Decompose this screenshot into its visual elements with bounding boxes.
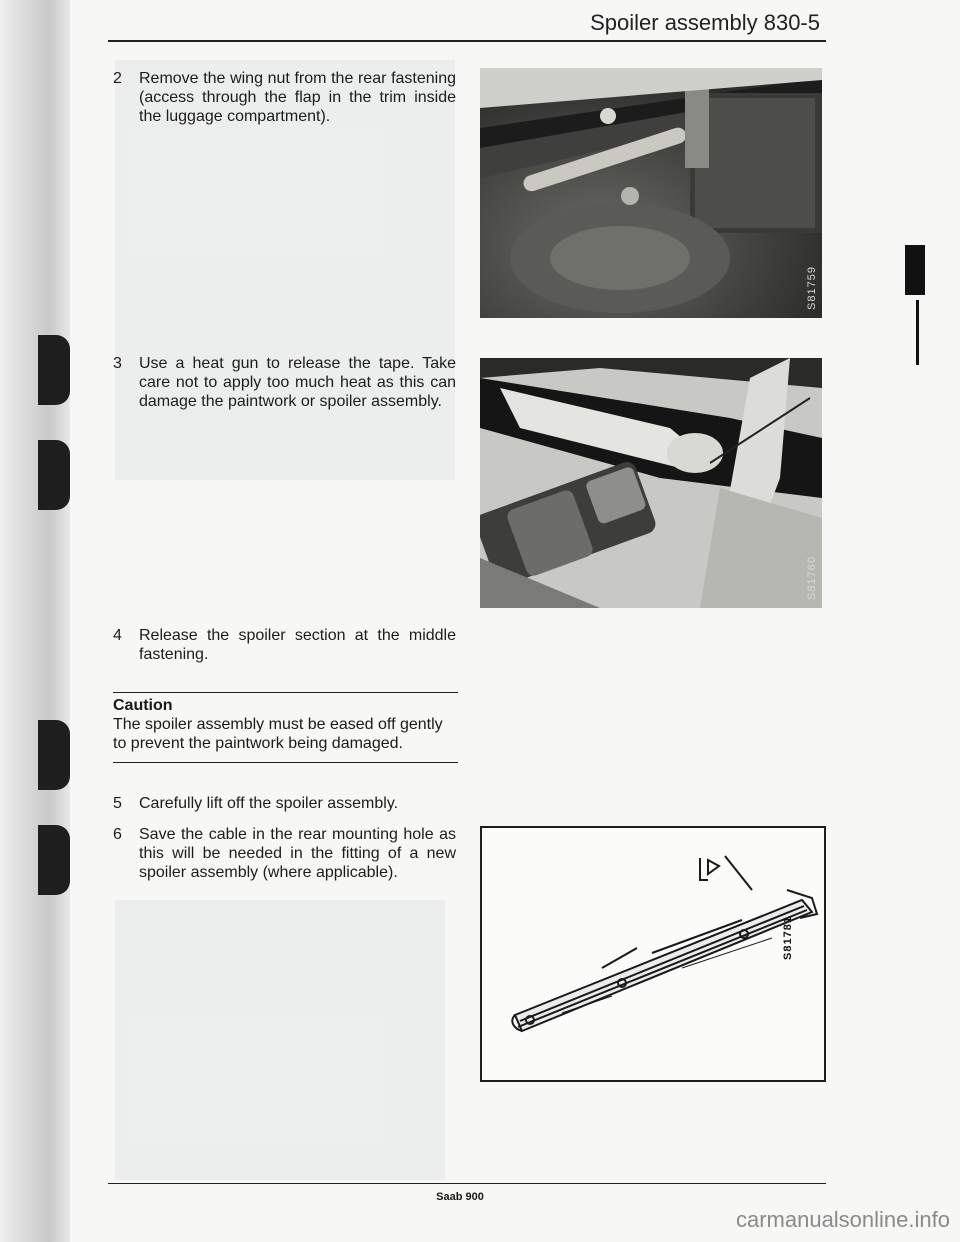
caution-box [113,697,458,753]
step-text: Release the spoiler section at the middle fastening. [139,627,456,663]
caution-top-rule [113,692,458,693]
step-4 [113,626,456,664]
step-3 [113,354,456,411]
watermark-text: carmanualsonline.info [735,1207,950,1232]
footer-rule [108,1183,826,1184]
step-6 [113,825,456,882]
page-binding-edge [0,0,70,1242]
step-number: 5 [113,795,122,812]
photo-figure-number: S81759 [806,266,818,310]
photo-heat-gun-image [480,358,822,608]
drawing-figure-number: S81781 [782,916,794,960]
bleed-through-shadow [115,900,445,1180]
step-number: 2 [113,70,122,87]
figure-spoiler-drawing [480,826,826,1082]
thumb-index-mark [905,245,925,295]
footer-label: Saab 900 [436,1191,484,1203]
step-text: Save the cable in the rear mounting hole as this will be needed in the fitting of a new spoiler assembly (where applicable). [139,826,456,881]
step-text: Remove the wing nut from the rear fastening (access through the flap in the trim inside the luggage compartment). [139,70,456,125]
binding-tab [38,720,70,790]
caution-text: The spoiler assembly must be eased off gently to prevent the paintwork being damaged. [113,716,443,752]
step-number: 4 [113,627,122,644]
binding-tab [38,825,70,895]
step-5 [113,794,456,813]
binding-tab [38,335,70,405]
step-2 [113,69,456,126]
step-number: 3 [113,355,122,372]
header-rule [108,40,826,42]
photo-heat-gun [480,358,822,608]
step-number: 6 [113,826,122,843]
page-title: Spoiler assembly 830-5 [590,10,820,35]
photo-luggage-compartment-image [480,68,822,318]
spoiler-line-drawing [482,828,824,1080]
caution-bottom-rule [113,762,458,763]
photo-figure-number: S81760 [806,556,818,600]
step-text: Carefully lift off the spoiler assembly. [139,795,399,812]
step-text: Use a heat gun to release the tape. Take care not to apply too much heat as this can damage the paintwork or spoiler assembly. [139,355,456,410]
caution-title: Caution [113,697,173,714]
binding-tab [38,440,70,510]
thumb-index-line [916,300,919,365]
photo-luggage-compartment [480,68,822,318]
